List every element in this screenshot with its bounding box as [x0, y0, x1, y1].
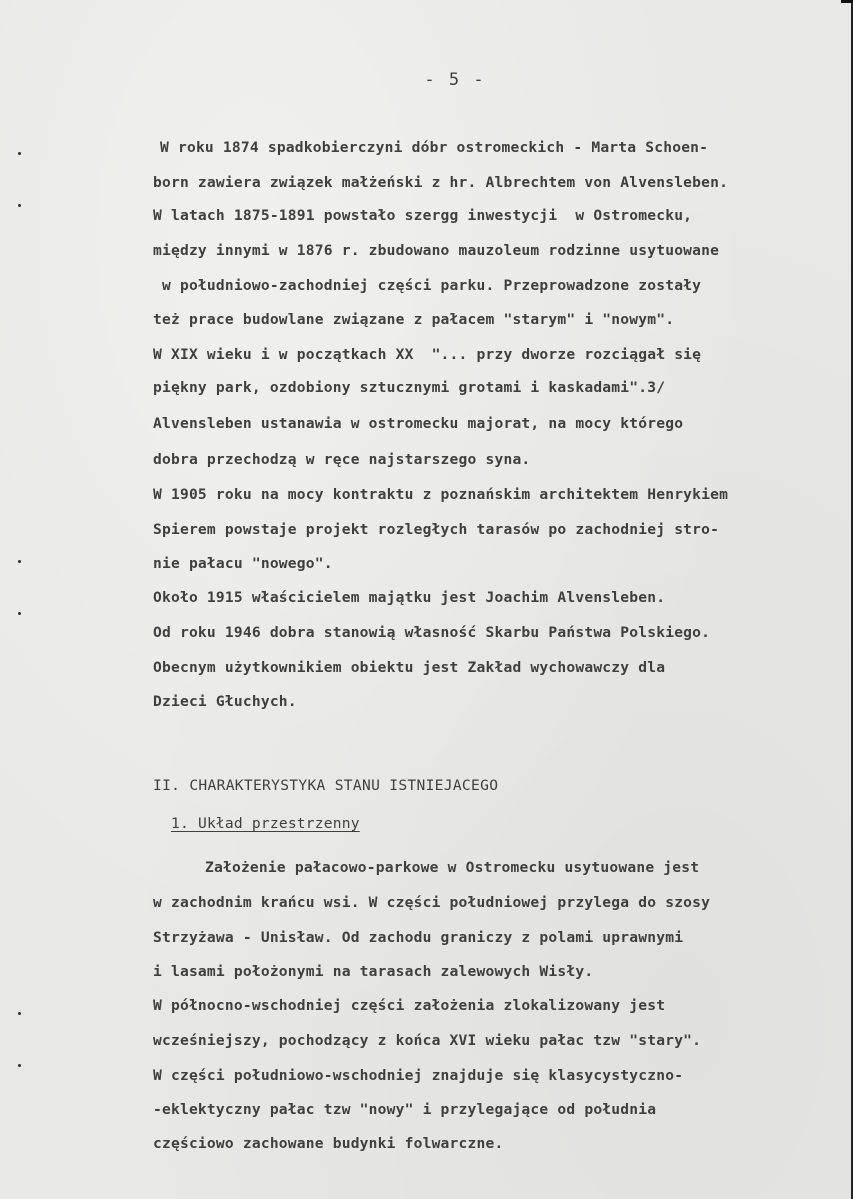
description-line: W części południowo-wschodniej znajduje się klasycystyczno-	[153, 1067, 684, 1084]
description-line: Założenie pałacowo-parkowe w Ostromecku usytuowane jest	[205, 859, 700, 876]
description-line: W północno-wschodniej części założenia zlokalizowany jest	[153, 997, 666, 1014]
page-corner-mark	[841, 0, 853, 3]
history-line: W XIX wieku i w początkach XX "... przy dworze rozciągał się	[153, 346, 702, 363]
section-heading: II. CHARAKTERYSTYKA STANU ISTNIEJACEGO	[153, 777, 499, 794]
history-line: w południowo-zachodniej części parku. Przeprowadzone zostały	[153, 277, 702, 294]
page-number: - 5 -	[424, 70, 486, 90]
history-line: też prace budowlane związane z pałacem "starym" i "nowym".	[153, 311, 675, 328]
history-line: Obecnym użytkownikiem obiektu jest Zakład wychowawczy dla	[153, 659, 666, 676]
punch-mark	[18, 204, 21, 207]
history-line: Od roku 1946 dobra stanowią własność Skarbu Państwa Polskiego.	[153, 624, 711, 641]
history-line: Spierem powstaje projekt rozległych tarasów po zachodniej stro-	[153, 521, 720, 538]
punch-mark	[18, 1012, 21, 1015]
history-line: Dzieci Głuchych.	[153, 693, 297, 710]
description-line: w zachodnim krańcu wsi. W części południowej przylega do szosy	[153, 894, 711, 911]
history-line: born zawiera związek małżeński z hr. Albrechtem von Alvensleben.	[153, 174, 729, 191]
history-line: W 1905 roku na mocy kontraktu z poznańskim architektem Henrykiem	[153, 486, 729, 503]
history-line: nie pałacu "nowego".	[153, 555, 333, 572]
description-line: częściowo zachowane budynki folwarczne.	[153, 1135, 504, 1152]
history-line: Około 1915 właścicielem majątku jest Joachim Alvensleben.	[153, 589, 666, 606]
history-line: dobra przechodzą w ręce najstarszego syna.	[153, 451, 531, 468]
punch-mark	[18, 152, 21, 155]
history-line: W roku 1874 spadkobierczyni dóbr ostromeckich - Marta Schoen-	[160, 139, 709, 156]
history-line: między innymi w 1876 r. zbudowano mauzoleum rodzinne usytuowane	[153, 242, 720, 259]
description-line: Strzyżawa - Unisław. Od zachodu graniczy z polami uprawnymi	[153, 929, 684, 946]
subsection-heading: 1. Układ przestrzenny	[171, 815, 360, 832]
punch-mark	[18, 1064, 21, 1067]
description-line: i lasami położonymi na tarasach zalewowych Wisły.	[153, 963, 594, 980]
history-line: piękny park, ozdobiony sztucznymi grotami i kaskadami".3/	[153, 379, 666, 396]
history-line: W latach 1875-1891 powstało szergg inwestycji w Ostromecku,	[153, 207, 693, 224]
history-line: Alvensleben ustanawia w ostromecku majorat, na mocy którego	[153, 415, 684, 432]
punch-mark	[18, 612, 21, 615]
punch-mark	[18, 560, 21, 563]
description-line: wcześniejszy, pochodzący z końca XVI wieku pałac tzw "stary".	[153, 1032, 702, 1049]
description-line: -eklektyczny pałac tzw "nowy" i przylegające od południa	[153, 1101, 657, 1118]
